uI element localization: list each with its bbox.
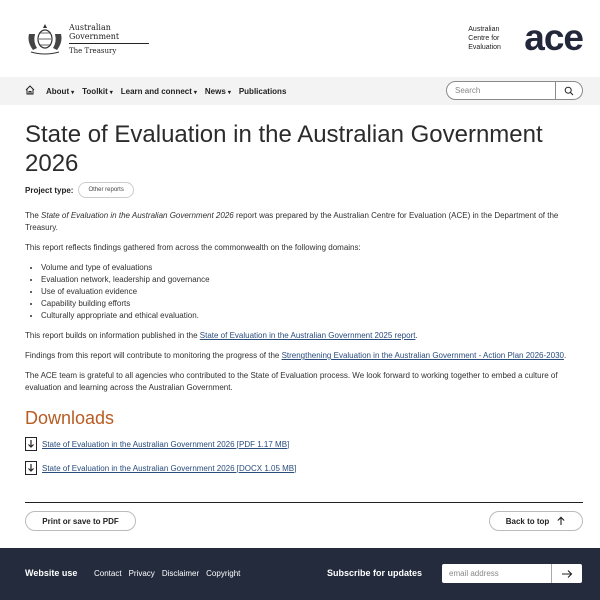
main-navigation — [0, 77, 600, 105]
domains-intro: This report reflects findings gathered from across the commonwealth on the following domains: — [25, 243, 361, 252]
findings-suffix: . — [563, 351, 567, 360]
nav-item-label: Learn and connect — [120, 86, 192, 96]
footer-link-copyright[interactable]: Copyright — [206, 569, 241, 578]
chevron-down-icon: ▾ — [109, 89, 113, 96]
builds-on-paragraph — [25, 330, 583, 342]
domains-list — [25, 262, 583, 322]
search-input[interactable]: Search — [446, 81, 556, 100]
nav-item-label: Toolkit — [82, 86, 108, 96]
print-button[interactable]: Print or save to PDF — [25, 511, 136, 531]
footer-links — [94, 569, 247, 578]
builds-suffix: . — [415, 331, 418, 340]
department-name: The Treasury — [69, 47, 117, 55]
nav-item-label: About — [46, 86, 70, 96]
subscribe-heading: Subscribe for updates — [327, 568, 423, 578]
ace-logo-subtitle: Australian Centre for Evaluation — [468, 25, 501, 51]
subscribe-submit-button[interactable] — [551, 564, 582, 583]
footer-link-privacy[interactable]: Privacy — [128, 569, 155, 578]
grateful-paragraph: The ACE team is grateful to all agencies who contributed to the State of Evaluation process. We look forward to working together to embed a culture of evaluation and learning across the Australian Government. — [25, 371, 558, 392]
findings-prefix: Findings from this report will contribute to monitoring the progress of the — [25, 351, 282, 360]
intro-paragraph — [25, 210, 583, 234]
chevron-down-icon: ▾ — [227, 89, 231, 96]
project-type-badge[interactable]: Other reports — [78, 182, 133, 198]
builds-prefix: This report builds on information published in the — [25, 331, 200, 340]
search-button[interactable] — [556, 81, 583, 100]
action-plan-link[interactable]: Strengthening Evaluation in the Australian Government - Action Plan 2026-2030 — [281, 351, 564, 360]
list-item: • Use of evaluation evidence — [41, 286, 583, 298]
ace-logo[interactable] — [468, 17, 583, 58]
nav-item-about[interactable] — [46, 87, 74, 96]
arrow-up-icon — [556, 516, 566, 526]
chevron-down-icon: ▾ — [193, 89, 197, 96]
intro-prefix: The — [25, 211, 42, 220]
email-field[interactable]: email address — [442, 564, 551, 583]
nav-item-label: Publications — [238, 86, 287, 96]
download-link-docx[interactable]: State of Evaluation in the Australian Government 2026 [DOCX 1.05 MB] — [42, 463, 297, 473]
website-use-heading: Website use — [25, 568, 78, 578]
nav-item-publications[interactable] — [239, 87, 287, 96]
back-to-top-button[interactable] — [489, 511, 583, 531]
ace-logo-wordmark: ace — [524, 17, 583, 58]
footer-link-contact[interactable]: Contact — [94, 569, 122, 578]
nav-item-toolkit[interactable] — [82, 87, 113, 96]
site-footer — [0, 548, 600, 600]
main-content — [25, 120, 583, 475]
nav-item-news[interactable] — [205, 87, 231, 96]
intro-suffix: report was prepared by the Australian Centre for Evaluation (ACE) in the Department of the Treasury. — [25, 211, 559, 232]
list-item: • Capability building efforts — [41, 298, 583, 310]
list-item: • Volume and type of evaluations — [41, 262, 583, 274]
download-link-pdf[interactable]: State of Evaluation in the Australian Government 2026 [PDF 1.17 MB] — [42, 439, 290, 449]
arrow-right-icon — [561, 569, 573, 579]
download-item-docx — [25, 461, 583, 475]
coat-of-arms-icon — [25, 22, 65, 56]
list-item: • Culturally appropriate and ethical evaluation. — [41, 310, 583, 322]
footer-link-disclaimer[interactable]: Disclaimer — [161, 569, 200, 578]
downloads-heading: Downloads — [25, 408, 115, 428]
page-title: State of Evaluation in the Australian Government 2026 — [25, 121, 543, 177]
report-title-emphasis: State of Evaluation in the Australian Government 2026 — [41, 211, 234, 220]
site-header — [0, 0, 600, 76]
project-type-label: Project type: — [25, 185, 74, 195]
findings-paragraph — [25, 350, 583, 362]
download-item-pdf — [25, 437, 583, 451]
download-icon — [25, 437, 37, 451]
chevron-down-icon: ▾ — [71, 89, 75, 96]
government-name: Australian Government — [69, 23, 149, 44]
nav-item-learn-and-connect[interactable] — [121, 87, 197, 96]
content-divider — [25, 502, 583, 503]
soe-2025-report-link[interactable]: State of Evaluation in the Australian Government 2025 report — [199, 331, 416, 340]
back-to-top-label: Back to top — [505, 516, 550, 526]
government-logo[interactable] — [25, 22, 149, 56]
home-icon[interactable] — [25, 85, 35, 95]
list-item: • Evaluation network, leadership and governance — [41, 274, 583, 286]
search-icon — [564, 86, 574, 96]
download-icon — [25, 461, 37, 475]
nav-item-label: News — [204, 86, 226, 96]
